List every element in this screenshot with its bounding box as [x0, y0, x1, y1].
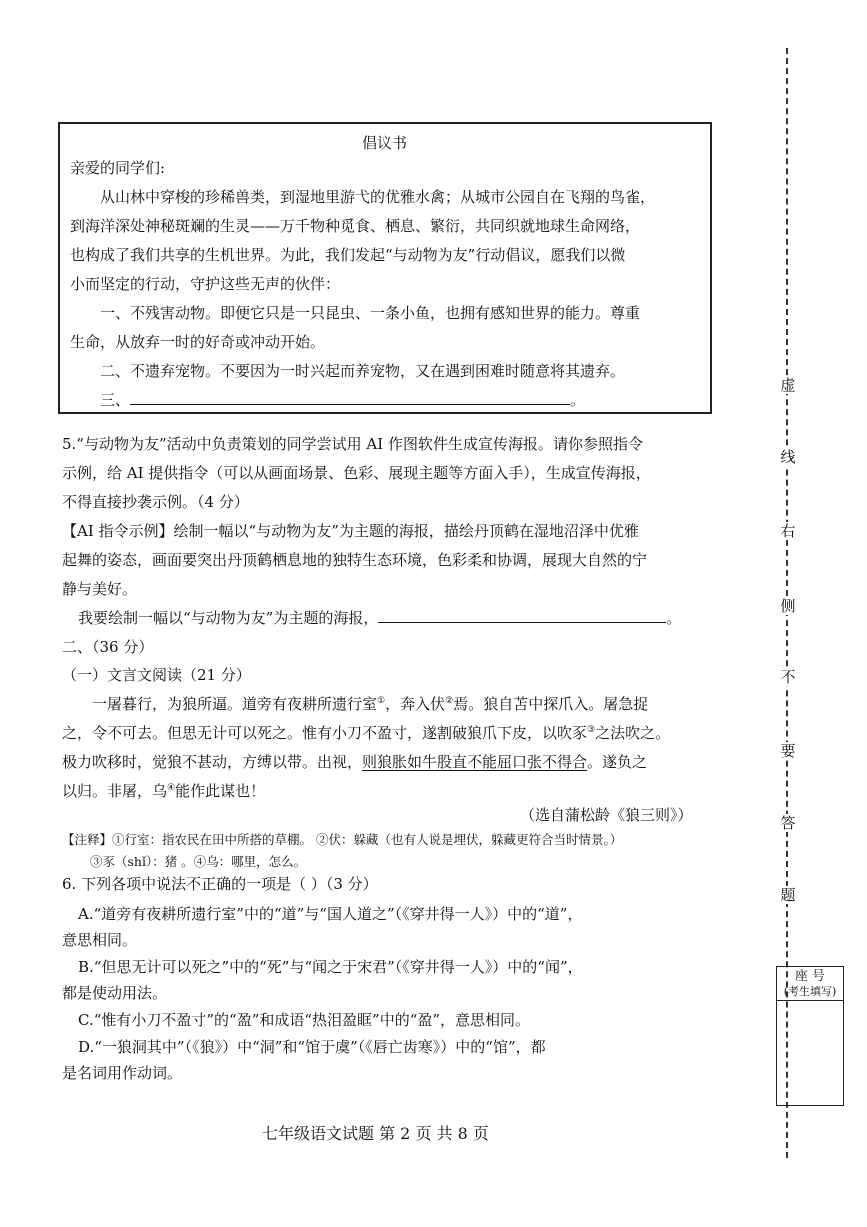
footnote-mark: ③: [587, 725, 596, 735]
binding-char: 不: [778, 668, 798, 686]
proposal-line: 也构成了我们共享的生机世界。为此，我们发起“与动物为友”行动倡议，愿我们以微: [70, 246, 626, 264]
footnote-mark: ②: [445, 696, 454, 706]
q5-answer-suffix: 。: [666, 609, 682, 627]
q6-option-d-cont: 是名词用作动词。: [62, 1064, 183, 1082]
notes-line: ③豕（shǐ）：猪 。④乌：哪里，怎么。: [90, 854, 307, 869]
underlined-sentence: 则狼胀如牛股直不能屈口张不得合: [362, 753, 588, 771]
section-heading: 二、（36 分）: [62, 638, 154, 656]
q6-option-a: A.“道旁有夜耕所遗行室”中的“道”与“国人道之”（《穿井得一人》）中的“道”，: [78, 905, 583, 923]
proposal-item-2: 二、不遗弃宠物。不要因为一时兴起而养宠物，又在遇到困难时随意将其遗弃。: [100, 362, 626, 380]
seat-number-note: (考生填写): [783, 985, 837, 998]
proposal-item-3: [100, 390, 585, 410]
seat-number-header: [777, 967, 843, 1001]
q6-option-b: B.“但思无计可以死之”中的“死”与“闻之于宋君”（《穿井得一人》）中的“闻”，: [78, 958, 583, 976]
proposal-title: 倡议书: [362, 134, 408, 152]
passage-line: 极力吹移时，觉狼不甚动，方缚以带。出视，则狼胀如牛股直不能屈口张不得合。遂负之: [62, 753, 648, 771]
q5-answer-line: [78, 608, 681, 628]
binding-char: 线: [778, 448, 798, 466]
item3-answer-blank[interactable]: [130, 390, 570, 405]
q5-line: 5.“与动物为友”活动中负责策划的同学尝试用 AI 作图软件生成宣传海报。请你参照指令: [62, 435, 643, 453]
proposal-line: 到海洋深处神秘斑斓的生灵——万千物种觅食、栖息、繁衍，共同织就地球生命网络，: [70, 217, 641, 235]
passage-line: 之，令不可去。但思无计可以死之。惟有小刀不盈寸，遂割破狼爪下皮，以吹豕③之法吹之。: [62, 724, 671, 742]
q6-option-a-cont: 意思相同。: [62, 931, 138, 949]
q6-option-b-cont: 都是使动用法。: [62, 984, 168, 1002]
seat-number-box: [776, 966, 844, 1106]
passage-line: 一屠暮行，为狼所逼。道旁有夜耕所遗行室①，奔入伏②焉。狼自苫中探爪入。屠急捉: [92, 695, 649, 713]
item3-suffix: 。: [570, 391, 586, 409]
passage-source: （选自蒲松龄《狼三则》）: [520, 806, 693, 824]
binding-char: 答: [778, 814, 798, 832]
footnote-mark: ④: [167, 783, 176, 793]
proposal-line: 从山林中穿梭的珍稀兽类，到湿地里游弋的优雅水禽；从城市公园自在飞翔的鸟雀，: [100, 188, 656, 206]
binding-char: 右: [778, 522, 798, 540]
binding-char: 侧: [778, 597, 798, 615]
q6-stem: 6. 下列各项中说法不正确的一项是（ ）（3 分）: [62, 875, 378, 893]
q5-answer-prefix: 我要绘制一幅以“与动物为友”为主题的海报，: [78, 609, 379, 627]
q6-option-c: C.“惟有小刀不盈寸”的“盈”和成语“热泪盈眶”中的“盈”，意思相同。: [78, 1011, 531, 1029]
q6-option-d: D.“一狼洞其中”（《狼》）中“洞”和“馆于虞”（《唇亡齿寒》）中的“馆”，都: [78, 1038, 546, 1056]
q5-example-line: 起舞的姿态，画面要突出丹顶鹤栖息地的独特生态环境，色彩柔和协调，展现大自然的宁: [62, 551, 648, 569]
binding-char: 题: [778, 886, 798, 904]
seat-number-field[interactable]: [777, 1001, 843, 1105]
q5-line: 不得直接抄袭示例。（4 分）: [62, 493, 249, 511]
binding-char: 虚: [778, 376, 798, 394]
binding-char: 要: [778, 742, 798, 760]
q5-answer-blank[interactable]: [378, 608, 666, 623]
proposal-item-1: 一、不残害动物。即便它只是一只昆虫、一条小鱼，也拥有感知世界的能力。尊重: [100, 304, 641, 322]
seat-number-label: 座 号: [794, 969, 826, 984]
page-footer: 七年级语文试题 第 2 页 共 8 页: [262, 1124, 489, 1143]
passage-line: 以归。非屠，乌④能作此谋也！: [62, 782, 266, 800]
notes-line: 【注释】①行室：指农民在田中所搭的草棚。 ②伏：躲藏（也有人说是埋伏，躲藏更符合当时情景。）: [62, 832, 623, 847]
footnote-mark: ①: [377, 696, 386, 706]
proposal-line: 生命，从放弃一时的好奇或冲动开始。: [70, 333, 326, 351]
q5-line: 示例，给 AI 提供指令（可以从画面场景、色彩、展现主题等方面入手），生成宣传海报，: [62, 464, 651, 482]
item3-prefix: 三、: [100, 391, 131, 409]
q5-example-line: 静与美好。: [62, 580, 138, 598]
proposal-line: 小而坚定的行动，守护这些无声的伙伴：: [70, 275, 341, 293]
q5-example-line: 【AI 指令示例】绘制一幅以“与动物为友”为主题的海报，描绘丹顶鹤在湿地沼泽中优雅: [62, 522, 639, 540]
proposal-salutation: 亲爱的同学们:: [70, 159, 166, 177]
subsection-heading: （一）文言文阅读（21 分）: [62, 666, 251, 684]
